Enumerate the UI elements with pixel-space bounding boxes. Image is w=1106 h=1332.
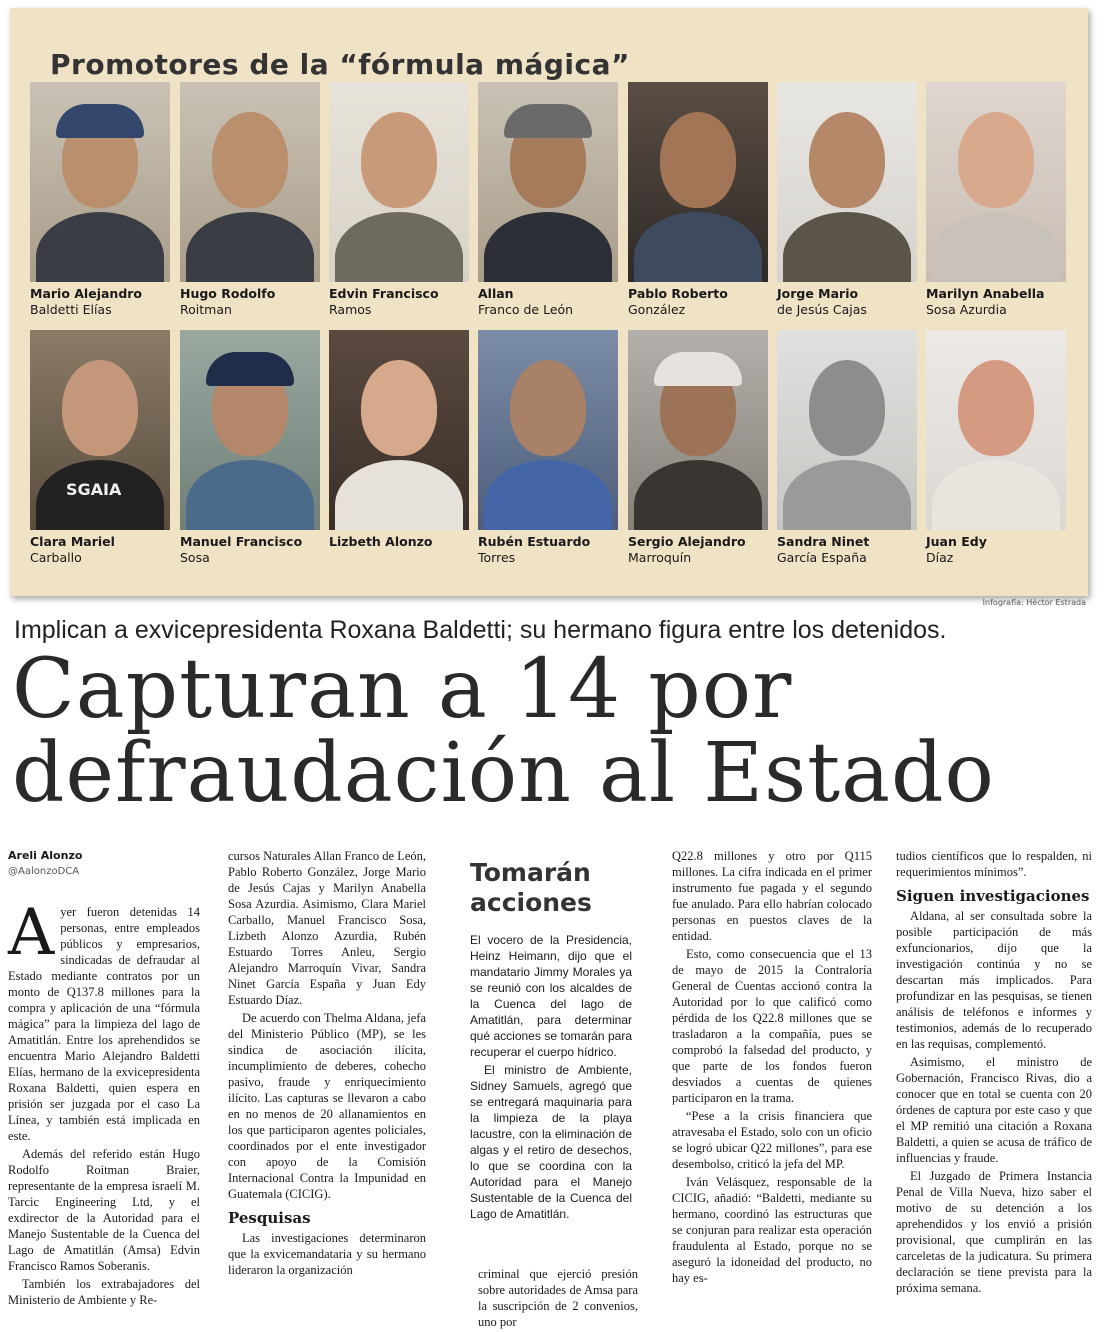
person-first-name: Juan Edy (926, 534, 987, 549)
person-first-name: Hugo Rodolfo (180, 286, 276, 301)
person-photo (180, 82, 320, 282)
author-handle: @AalonzoDCA (8, 866, 80, 877)
paragraph: criminal que ejerció presión sobre autoridades de Amsa para la suscripción de 2 convenios, uno por (478, 1267, 638, 1329)
person-first-name: Edvin Francisco (329, 286, 439, 301)
person-card (628, 82, 768, 318)
headline-line-1: Capturan a 14 por (12, 642, 793, 737)
person-card (329, 330, 469, 550)
person-photo (329, 330, 469, 530)
headline-line-2: defraudación al Estado (12, 726, 995, 821)
paragraph: El ministro de Ambiente, Sidney Samuels, agregó que se entregará maquinaria para la limpieza de la playa lacustre, con la eliminación de algas y el retiro de desechos, lo que se coordina con la Autoridad para el Manejo Sustentable de la Cuenca del Lago de Amatitlán. (470, 1063, 632, 1221)
paragraph: El vocero de la Presidencia, Heinz Heimann, dijo que el mandatario Jimmy Morales ya se reunió con los alcaldes de la Cuenca del lago de Amatitlán, para determinar qué acciones se tomarán para recuperar el cuerpo hídrico. (470, 933, 632, 1059)
person-card (777, 82, 917, 318)
person-first-name: Manuel Francisco (180, 534, 303, 549)
person-last-name: Baldetti Elías (30, 302, 112, 317)
paragraph: También los extrabajadores del Ministerio de Ambiente y Re- (8, 1277, 200, 1307)
person-first-name: Marilyn Anabella (926, 286, 1045, 301)
person-card (777, 330, 917, 566)
article-column-4 (672, 848, 872, 1288)
paragraph: Las investigaciones determinaron que la exvicemandataria y su hermano lideraron la organización (228, 1231, 426, 1277)
person-photo (628, 330, 768, 530)
person-card (329, 82, 469, 318)
person-photo (628, 82, 768, 282)
person-first-name: Rubén Estuardo (478, 534, 591, 549)
person-first-name: Sandra Ninet (777, 534, 870, 549)
paragraph: Asimismo, el ministro de Gobernación, Francisco Rivas, dio a conocer que en total se cuenta con 20 órdenes de captura por este caso y que el MP remitió una citación a Roxana Baldetti, a quien se acusa de tráfico de influencias y fraude. (896, 1055, 1092, 1165)
person-last-name: Ramos (329, 302, 372, 317)
infographic-panel (10, 8, 1088, 596)
article-column-2 (228, 848, 426, 1280)
paragraph: De acuerdo con Thelma Aldana, jefa del Ministerio Público (MP), se les sindica de asociación ilícita, incumplimiento de deberes, cohecho pasivo, fraude y enriquecimiento ilícito. Las capturas se llevaron a cabo en no menos de 20 allanamientos en los que participaron agentes policiales, coordinados por el ente investigador con apoyo de la Comisión Internacional Contra la Impunidad en Guatemala (CICIG). (228, 1011, 426, 1201)
section-subtitle: Pesquisas (228, 1209, 311, 1227)
paragraph: tudios científicos que lo respalden, ni requerimientos mínimos”. (896, 849, 1092, 879)
infographic-credit: Infografía: Héctor Estrada (982, 598, 1086, 607)
person-first-name: Mario Alejandro (30, 286, 143, 301)
person-card (478, 82, 618, 318)
paragraph-text: yer fueron detenidas 14 personas, entre empleados públicos y empresarios, sindicadas de defraudar al Estado mediante contratos por un monto de Q137.8 millones para la compra y aplicación de una “fórmula mágica” para la limpieza del lago de Amatitlán. Entre los aprehendidos se encuentra Mario Alejandro Baldetti Elías, hermano de la exvicepresidenta Roxana Baldetti, quien espera en prisión ser juzgada por el caso La Línea, y también está implicada en este. (8, 905, 200, 1143)
dropcap: A (8, 896, 55, 970)
person-photo (777, 82, 917, 282)
paragraph: El Juzgado de Primera Instancia Penal de Villa Nueva, hizo saber el motivo de su detención a los aprehendidos y los envió a prisión provisional, que cumplirán en las carceletas de la judicatura. Su primera declaración se tiene prevista para la próxima semana. (896, 1169, 1092, 1295)
person-last-name: García España (777, 550, 867, 565)
person-last-name: González (628, 302, 686, 317)
person-photo (30, 330, 170, 530)
article-headline (12, 642, 995, 821)
person-photo (329, 82, 469, 282)
person-first-name: Jorge Mario (777, 286, 859, 301)
paragraph (8, 896, 200, 1144)
paragraph: cursos Naturales Allan Franco de León, Pablo Roberto González, Jorge Mario de Jesús Cajas y Marilyn Anabella Sosa Azurdia. Asimismo, Clara Mariel Carballo, Manuel Francisco Sosa, Lizbeth Alonzo Azurdia, Rubén Estuardo Torres Anleu, Sergio Alejandro Marroquín Vivar, Sandra Ninet García España y Juan Edy Estuardo Díaz. (228, 849, 426, 1007)
article-subhead: Implican a exvicepresidenta Roxana Baldetti; su hermano figura entre los detenidos. (14, 616, 947, 644)
person-last-name: Carballo (30, 550, 82, 565)
person-card (30, 330, 170, 566)
person-card (180, 82, 320, 318)
paragraph: Aldana, al ser consultada sobre la posible participación de más exfuncionarios, dijo que la investigación continúa y no se descartan más implicados. Para profundizar en las pesquisas, se tienen análisis de teléfonos e informes y testimonios, además de lo recuperado en las requisas, complementó. (896, 909, 1092, 1051)
person-first-name: Lizbeth Alonzo (329, 534, 433, 549)
person-photo (926, 330, 1066, 530)
person-last-name: Sosa Azurdia (926, 302, 1007, 317)
panel-title: Promotores de la “fórmula mágica” (50, 48, 630, 81)
article-column-3-continued (478, 1266, 638, 1332)
paragraph: Además del referido están Hugo Rodolfo Roitman Braier, representante de la empresa israelí M. Tarcic Engineering Ltd, y el exdirector de la Autoridad para el Manejo Sustentable de la Cuenca del Lago de Amatitlán (Amsa) Edvin Francisco Ramos Soberanis. (8, 1147, 200, 1273)
paragraph: “Pese a la crisis financiera que atravesaba el Estado, solo con un oficio se logró ubicar Q22 millones”, para ese desembolso, criticó la jefa del MP. (672, 1109, 872, 1171)
person-photo (180, 330, 320, 530)
person-photo (478, 82, 618, 282)
person-first-name: Allan (478, 286, 514, 301)
person-last-name: Marroquín (628, 550, 692, 565)
person-last-name: Sosa (180, 550, 210, 565)
article-column-5 (896, 848, 1092, 1298)
section-subtitle: Siguen investigaciones (896, 887, 1090, 905)
person-first-name: Clara Mariel (30, 534, 115, 549)
person-last-name: Franco de León (478, 302, 574, 317)
person-last-name: Torres (478, 550, 516, 565)
article-column-3 (470, 848, 632, 1224)
person-first-name: Pablo Roberto (628, 286, 728, 301)
article-column-1 (8, 848, 200, 1310)
person-last-name: Roitman (180, 302, 232, 317)
person-card (30, 82, 170, 318)
sidebar-heading: Tomarán acciones (470, 858, 592, 917)
paragraph: Iván Velásquez, responsable de la CICIG, añadió: “Baldetti, mediante su hermano, coordinó las estructuras que se conjuran para realizar esta operación fraudulenta al Estado, porque no se aseguró la idoneidad del producto, no hay es- (672, 1175, 872, 1285)
paragraph: Q22.8 millones y otro por Q115 millones. La cifra indicada en el primer instrumento fue pagada y el segundo fue anulado. Para ello habrían colocado personas en puestos claves de la entidad. (672, 849, 872, 943)
person-card (478, 330, 618, 566)
person-last-name: de Jesús Cajas (777, 302, 867, 317)
byline: Areli Alonzo (8, 849, 83, 862)
person-photo (926, 82, 1066, 282)
person-photo (777, 330, 917, 530)
person-card (628, 330, 768, 566)
person-photo (478, 330, 618, 530)
person-card (926, 330, 1066, 566)
sgaia-label: SGAIA (66, 480, 122, 499)
person-card (180, 330, 320, 566)
person-first-name: Sergio Alejandro (628, 534, 746, 549)
paragraph: Esto, como consecuencia que el 13 de mayo de 2015 la Contraloría General de Cuentas accionó contra la Autoridad por lo que calificó como pérdida de los Q22.8 millones que se trasladaron a la compañía, pues se comprobó la falsedad del producto, y que parte de los fondos fueron desviados a cuentas de quienes participaron en la trama. (672, 947, 872, 1105)
person-last-name: Díaz (926, 550, 954, 565)
person-card (926, 82, 1066, 318)
person-photo (30, 82, 170, 282)
